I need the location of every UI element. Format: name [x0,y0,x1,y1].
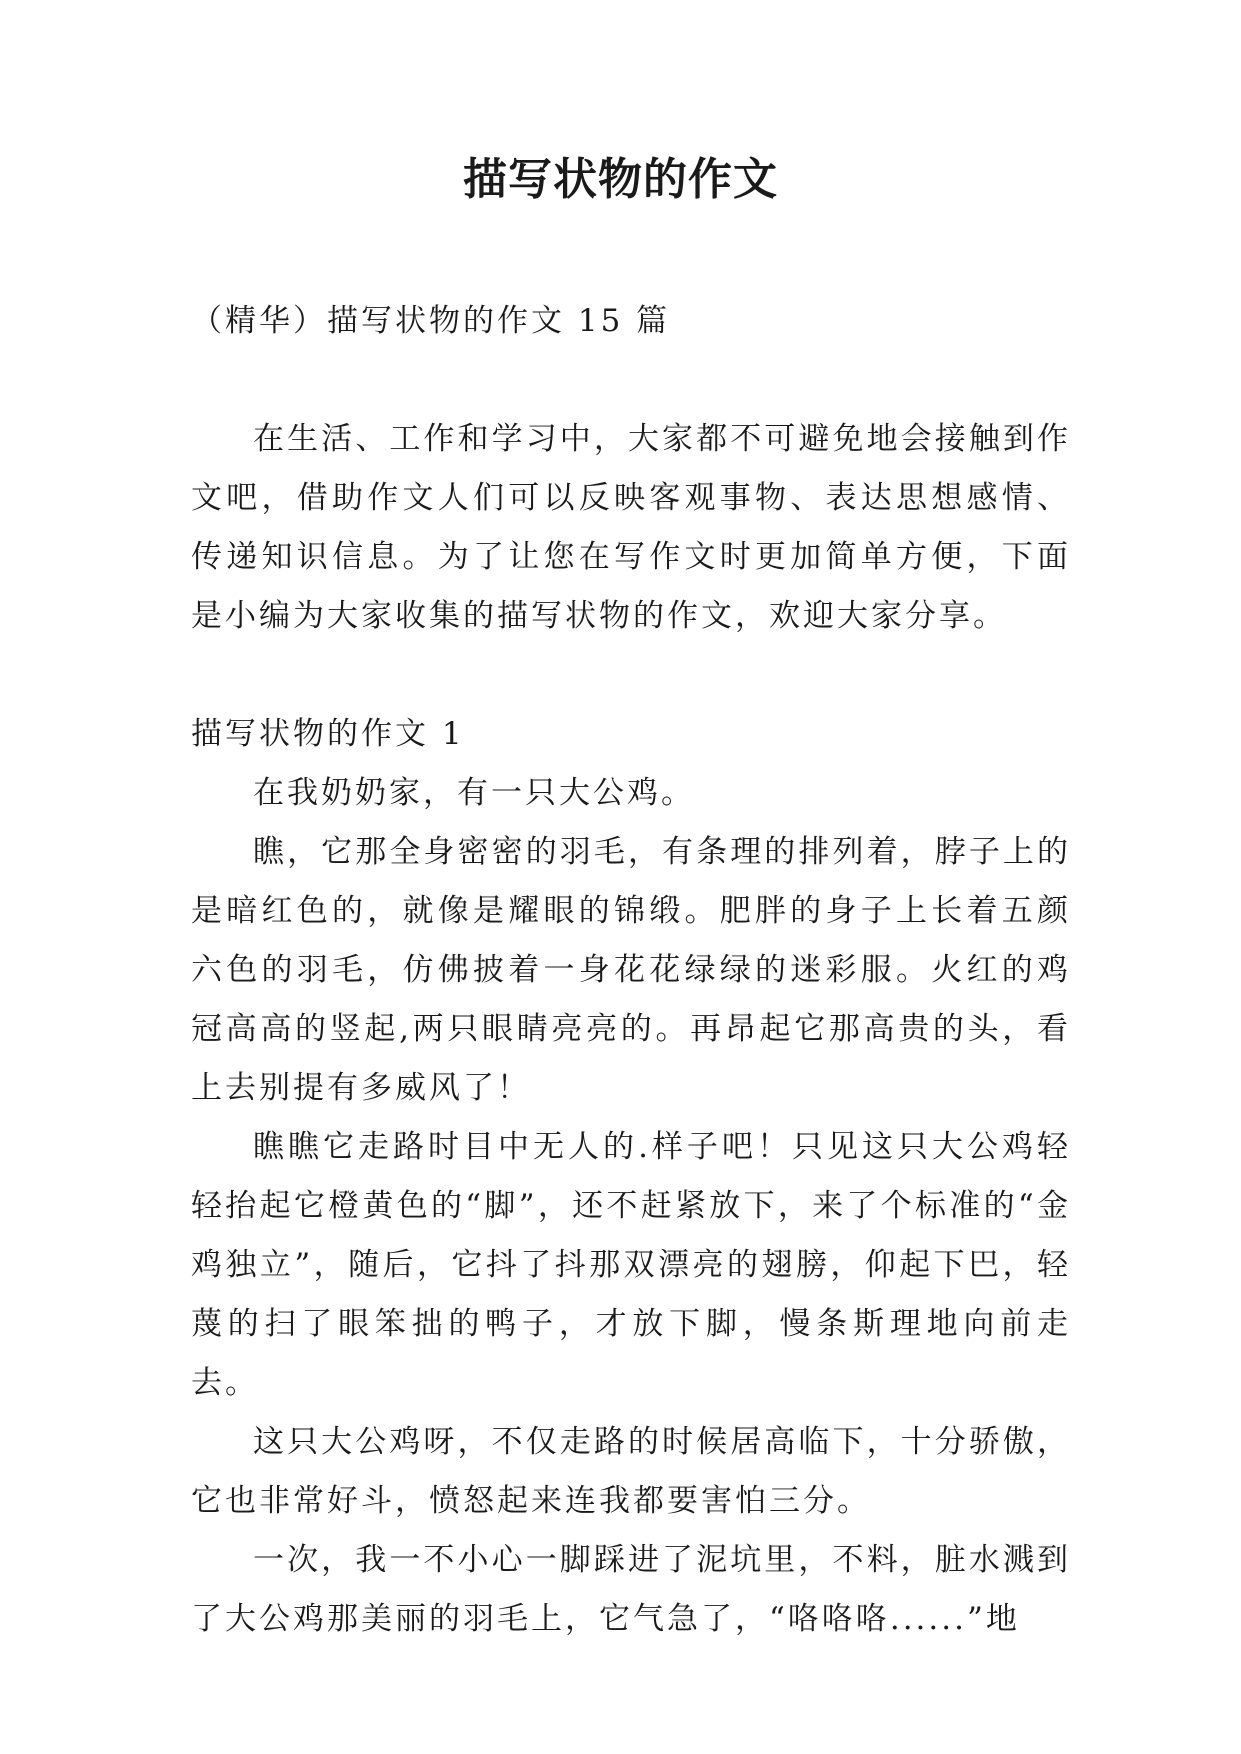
document-body [191,292,1071,1649]
document-subtitle: （精华）描写状物的作文 15 篇 [191,303,671,339]
body-paragraph-5: 一次，我一不小心一脚踩进了泥坑里，不料，脏水溅到了大公鸡那美丽的羽毛上，它气急了，“咯咯咯......”地 [191,1542,1071,1637]
document-title: 描写状物的作文 [463,154,778,205]
section-heading: 描写状物的作文 1 [191,716,465,752]
body-paragraph-2: 瞧，它那全身密密的羽毛，有条理的排列着，脖子上的是暗红色的，就像是耀眼的锦缎。肥胖的身子上长着五颜六色的羽毛，仿佛披着一身花花绿绿的迷彩服。火红的鸡冠高高的竖起,两只眼睛亮亮的。再昂起它那高贵的头，看上去别提有多威风了！ [191,834,1071,1106]
body-paragraph-4: 这只大公鸡呀，不仅走路的时候居高临下，十分骄傲，它也非常好斗，愤怒起来连我都要害怕三分。 [191,1424,1071,1519]
body-paragraph-1: 在我奶奶家，有一只大公鸡。 [253,775,695,811]
intro-paragraph: 在生活、工作和学习中，大家都不可避免地会接触到作文吧，借助作文人们可以反映客观事物、表达思想感情、传递知识信息。为了让您在写作文时更加简单方便，下面是小编为大家收集的描写状物的作文，欢迎大家分享。 [191,421,1071,634]
body-paragraph-3: 瞧瞧它走路时目中无人的.样子吧！只见这只大公鸡轻轻抬起它橙黄色的“脚”，还不赶紧放下，来了个标准的“金鸡独立”，随后，它抖了抖那双漂亮的翅膀，仰起下巴，轻蔑的扫了眼笨拙的鸭子，才放下脚，慢条斯理地向前走去。 [191,1129,1071,1401]
